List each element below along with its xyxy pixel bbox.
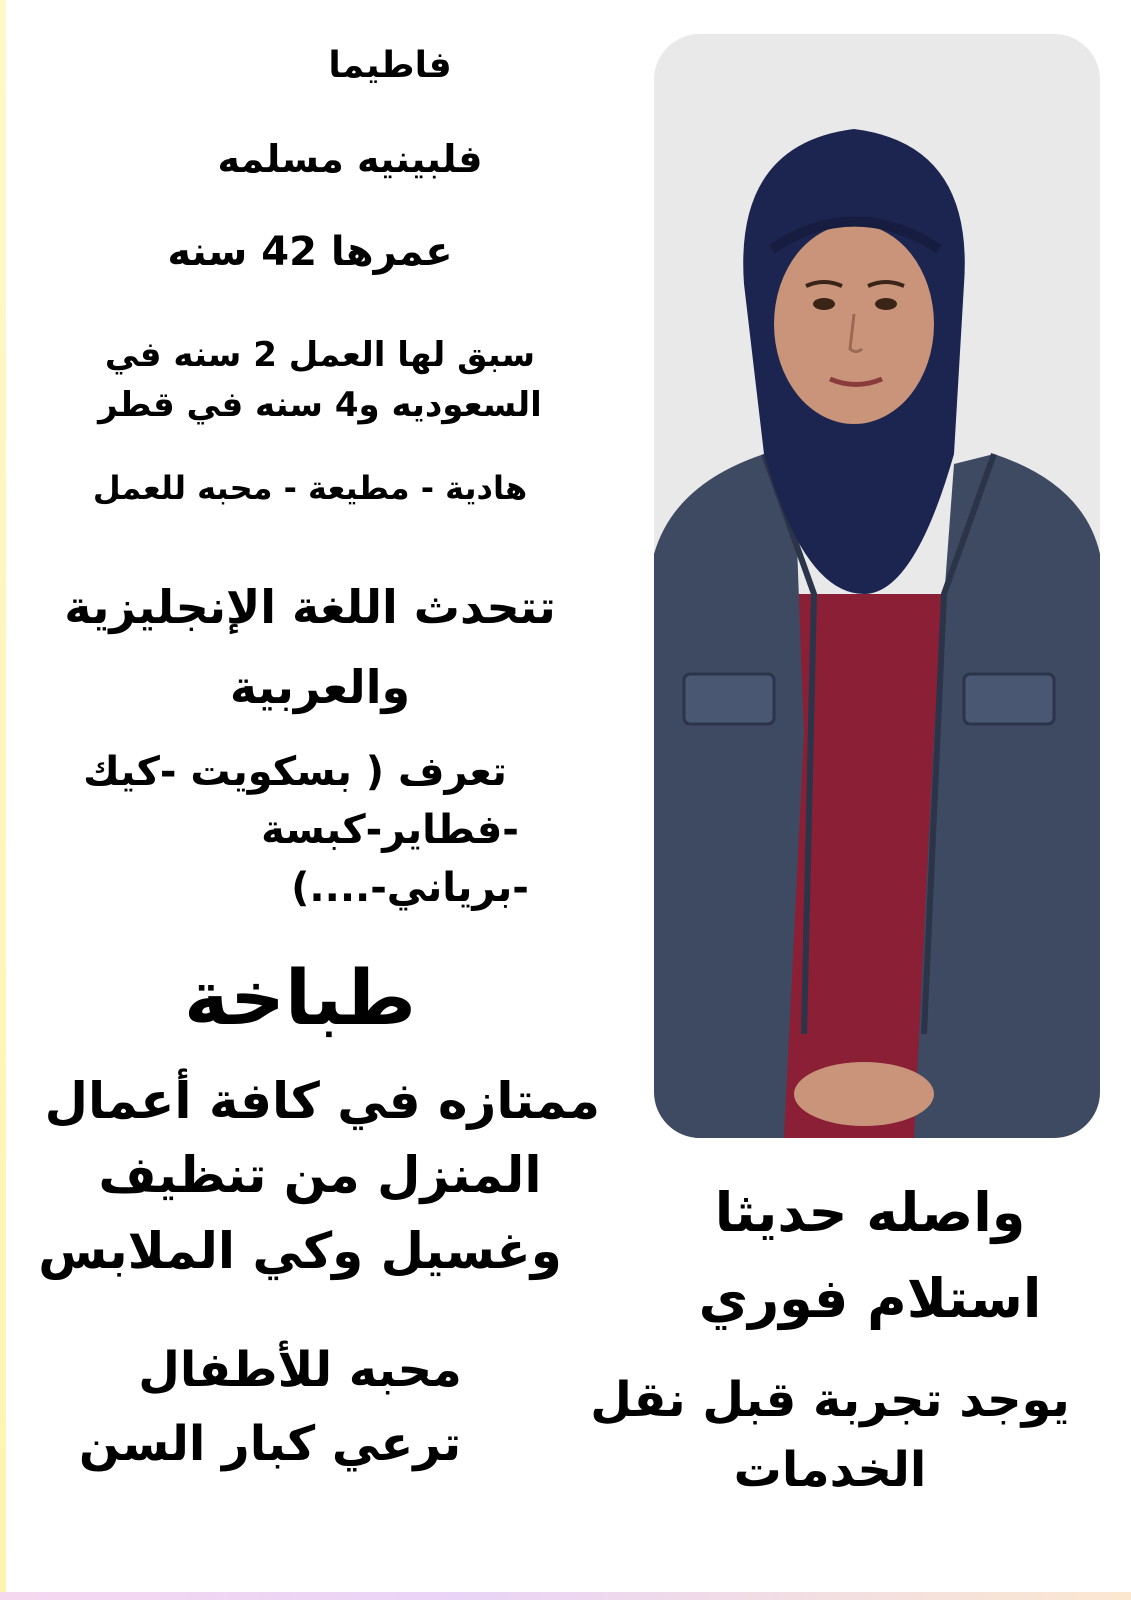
children-line-1: محبه للأطفال bbox=[138, 1342, 462, 1398]
children-line-2: ترعي كبار السن bbox=[78, 1416, 462, 1472]
job-title: طباخة bbox=[183, 953, 416, 1042]
trial-line-2: الخدمات bbox=[733, 1442, 927, 1498]
cooking-line-3: -برياني-....) bbox=[291, 865, 529, 911]
arrival-status: واصله حديثا bbox=[714, 1181, 1026, 1244]
cooking-line-1: تعرف ( بسكويت -كيك bbox=[83, 749, 507, 795]
experience-line-2: السعوديه و4 سنه في قطر bbox=[98, 385, 542, 425]
trial-line-1: يوجد تجربة قبل نقل bbox=[590, 1372, 1070, 1428]
candidate-photo bbox=[654, 34, 1100, 1138]
age: عمرها 42 سنه bbox=[167, 229, 453, 275]
jacket-left bbox=[654, 454, 804, 1138]
hands bbox=[794, 1062, 934, 1126]
skills-line-3: وغسيل وكي الملابس bbox=[38, 1222, 562, 1280]
skills-line-2: المنزل من تنظيف bbox=[98, 1146, 542, 1204]
languages-line-2: والعربية bbox=[229, 660, 411, 714]
cooking-line-2: -فطاير-كبسة bbox=[261, 807, 519, 853]
experience-line-1: سبق لها العمل 2 سنه في bbox=[104, 335, 536, 375]
pickup-status: استلام فوري bbox=[698, 1267, 1042, 1330]
nationality-religion: فلبينيه مسلمه bbox=[217, 137, 483, 181]
left-edge-strip bbox=[0, 0, 6, 1600]
languages-line-1: تتحدث اللغة الإنجليزية bbox=[64, 580, 556, 634]
bottom-edge-strip bbox=[0, 1592, 1131, 1600]
traits: هادية - مطيعة - محبه للعمل bbox=[92, 469, 528, 507]
skills-line-1: ممتازه في كافة أعمال bbox=[44, 1072, 600, 1130]
portrait-illustration bbox=[654, 34, 1100, 1138]
name: فاطيما bbox=[328, 45, 452, 86]
